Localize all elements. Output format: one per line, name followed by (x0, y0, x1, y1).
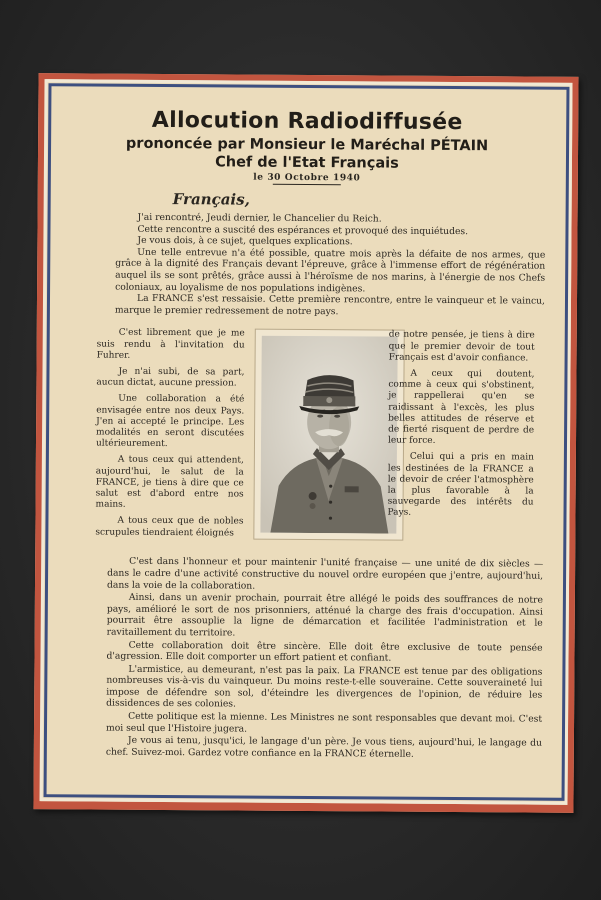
left-column-paragraph: A tous ceux que de nobles scrupules tiendraient éloignés (95, 516, 244, 539)
right-column (387, 330, 534, 525)
poster-sheet (33, 73, 578, 813)
speech-date: le 30 Octobre 1940 (253, 172, 361, 184)
right-column-paragraph: A ceux qui doutent, comme à ceux qui s'obstinent, je rappellerai qu'en se raidissant à l'excès, les plus belles attitudes de réserve et de fierté risquent de perdre de leur force. (387, 368, 535, 447)
left-column-paragraph: Une collaboration a été envisagée entre nos deux Pays. J'en ai accepté le principe. Les modalités en seront discutées ultérieurement. (95, 394, 245, 450)
intro-section (57, 211, 556, 319)
closing-paragraph: Ainsi, dans un avenir prochain, pourrait être allégé le poids des souffrances de notre pays, amélioré le sort de nos prisonniers, atténué la charge des frais d'occupation. Ainsi pourrait être assouplie la ligne de démarcation et facilitée l'administration et le ravitaillement du territoire. (106, 591, 543, 639)
closing-section (54, 556, 553, 762)
intro-paragraph: La FRANCE s'est ressaisie. Cette première rencontre, entre le vainqueur et le vaincu, marque le premier redressement de notre pays. (114, 292, 546, 317)
portrait-photo (260, 336, 397, 534)
closing-paragraph: C'est dans l'honneur et pour maintenir l'unité française — une unité de dix siècles — dans le cadre d'une activité constructive du nouvel ordre européen que j'entre, aujourd'hui, dans la voie de la collaboration. (106, 556, 544, 592)
poster-content (54, 91, 557, 794)
left-column (95, 328, 245, 544)
intro-paragraph: Je vous dois, à ce sujet, quelques explications. (137, 235, 353, 248)
intro-paragraph: J'ai rencontré, Jeudi dernier, le Chancelier du Reich. (137, 211, 382, 225)
left-column-paragraph: C'est librement que je me suis rendu à l'invitation du Fuhrer. (96, 328, 245, 361)
date-underline (273, 184, 341, 185)
middle-section (55, 328, 555, 553)
salutation: Français, (172, 190, 250, 209)
left-column-paragraph: Je n'ai subi, de sa part, aucun dictat, aucune pression. (96, 366, 245, 389)
poster-subtitle-2: Chef de l'Etat Français (215, 154, 399, 172)
right-column-paragraph: de notre pensée, je tiens à dire que le premier devoir de tout Français est d'avoir confiance. (388, 329, 535, 364)
left-column-paragraph: A tous ceux qui attendent, aujourd'hui, le salut de la FRANCE, je tiens à dire que ce salut est d'abord entre nos mains. (95, 455, 244, 510)
poster-subtitle: prononcée par Monsieur le Maréchal PÉTAIN (125, 135, 489, 155)
intro-paragraph: Une telle entrevue n'a été possible, quatre mois après la défaite de nos armes, que grâce à la dignité des Français devant l'épreuve, grâce à l'immense effort de régénération auquel ils se sont prêtés, grâce aussi à l'héroïsme de nos marins, à l'énergie de nos Chefs coloniaux, au loyalisme de nos populations indigènes. (115, 246, 546, 294)
right-column-paragraph: Celui qui a pris en main les destinées de la FRANCE a le devoir de créer l'atmosphère la plus favorable à la sauvegarde des intérêts du Pays. (387, 452, 534, 519)
intro-paragraph: Cette rencontre a suscité des espérances et provoqué des inquiétudes. (137, 223, 469, 237)
closing-paragraph: L'armistice, au demeurant, n'est pas la paix. La FRANCE est tenue par des obligations nombreuses vis-à-vis du vainqueur. Du moins reste-t-elle souveraine. Cette souveraineté lui impose de défendre son sol, d'éteindre les divergences de l'opinion, de réduire les dissidences de ses colonies. (106, 663, 543, 710)
closing-paragraph: Cette politique est la mienne. Les Ministres ne sont responsables que devant moi. C'est moi seul que l'Histoire jugera. (105, 710, 543, 735)
poster-title: Allocution Radiodiffusée (151, 107, 463, 136)
portrait-marshal-image (260, 336, 397, 534)
closing-paragraph: Cette collaboration doit être sincère. Elle doit être exclusive de toute pensée d'agression. Elle doit comporter un effort patient et confiant. (106, 639, 543, 664)
portrait-frame (253, 329, 404, 541)
closing-paragraph: Je vous ai tenu, jusqu'ici, le langage d'un père. Je vous tiens, aujourd'hui, le langage du chef. Suivez-moi. Gardez votre confiance en la FRANCE éternelle. (105, 735, 542, 760)
